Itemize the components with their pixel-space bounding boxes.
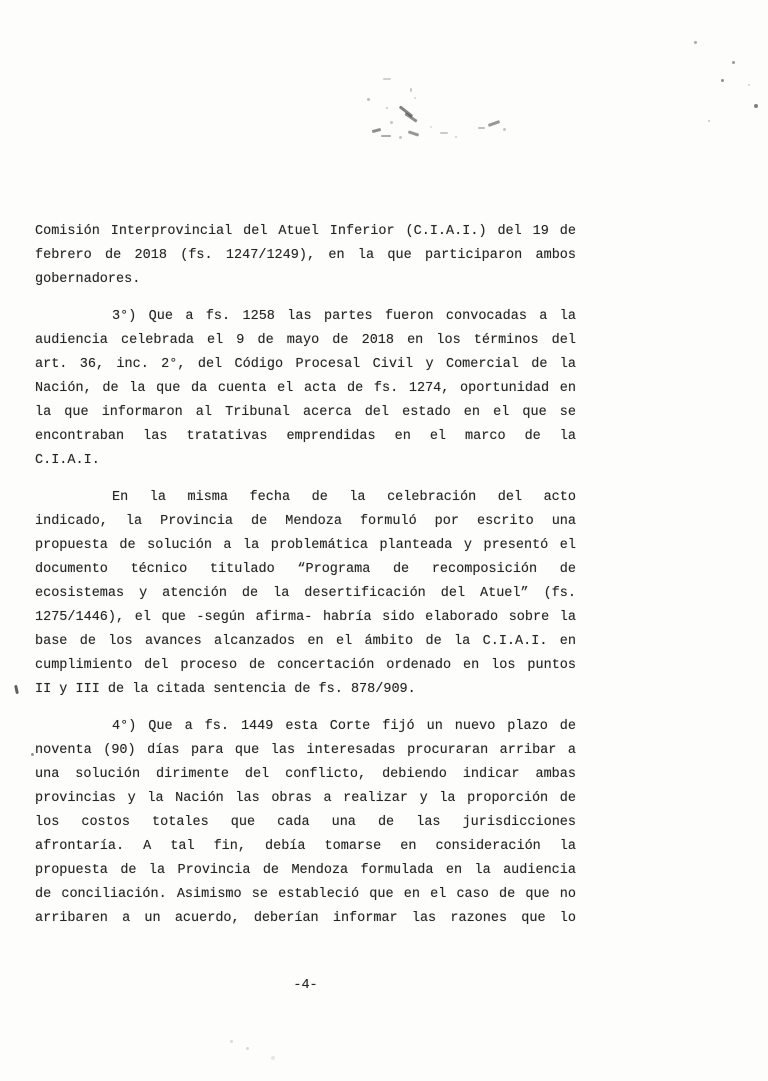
text-line: propuesta de solución a la problemática planteada y presentó el — [35, 538, 576, 553]
stray-dot — [31, 753, 34, 756]
text-line: art. 36, inc. 2°, del Código Procesal Civil y Comercial de la — [35, 357, 576, 372]
text-line: los costos totales que cada una de las jurisdicciones — [35, 815, 576, 830]
text-line: la que informaron al Tribunal acerca del estado en el que se — [35, 405, 576, 420]
text-line: gobernadores. — [35, 272, 141, 287]
text-line: C.I.A.I. — [35, 453, 100, 468]
text-line: 1275/1446), el que -según afirma- habría sido elaborado sobre la — [35, 610, 576, 625]
paragraph-considerando-3 — [35, 305, 576, 473]
text-line: ecosistemas y atención de la desertificación del Atuel” (fs. — [35, 586, 576, 601]
text-line: afrontaría. A tal fin, debía tomarse en consideración la — [35, 839, 576, 854]
text-line: cumplimiento del proceso de concertación ordenado en los puntos — [35, 658, 576, 673]
text-line: propuesta de la Provincia de Mendoza formulada en la audiencia — [35, 863, 576, 878]
text-line: base de los avances alcanzados en el ámbito de la C.I.A.I. en — [35, 634, 576, 649]
text-line: indicado, la Provincia de Mendoza formuló por escrito una — [35, 514, 576, 529]
text-line: provincias y la Nación las obras a realizar y la proporción de — [35, 791, 576, 806]
text-line: febrero de 2018 (fs. 1247/1249), en la que participaron ambos — [35, 248, 576, 263]
text-line: 4°) Que a fs. 1449 esta Corte fijó un nuevo plazo de — [112, 719, 576, 734]
paragraph-intro — [35, 220, 576, 292]
text-line: documento técnico titulado “Programa de recomposición de — [35, 562, 576, 577]
text-line: audiencia celebrada el 9 de mayo de 2018 en los términos del — [35, 333, 576, 348]
paragraph-considerando-4 — [35, 715, 576, 931]
text-line: arribaren a un acuerdo, deberían informar las razones que lo — [35, 911, 576, 926]
document-body — [35, 220, 576, 944]
paragraph-propuesta-mendoza — [35, 486, 576, 702]
text-line: En la misma fecha de la celebración del acto — [112, 490, 576, 505]
text-line: 3°) Que a fs. 1258 las partes fueron convocadas a la — [112, 309, 576, 324]
text-line: Comisión Interprovincial del Atuel Inferior (C.I.A.I.) del 19 de — [35, 224, 576, 239]
text-line: una solución dirimente del conflicto, debiendo indicar ambas — [35, 767, 576, 782]
text-line: noventa (90) días para que las interesadas procuraran arribar a — [35, 743, 576, 758]
text-line: de conciliación. Asimismo se estableció que en el caso de que no — [35, 887, 576, 902]
page-number: -4- — [293, 978, 318, 993]
text-line: Nación, de la que da cuenta el acta de fs. 1274, oportunidad en — [35, 381, 576, 396]
text-line: II y III de la citada sentencia de fs. 878/909. — [35, 682, 416, 697]
margin-tick — [14, 685, 19, 694]
text-line: encontraban las tratativas emprendidas en el marco de la — [35, 429, 576, 444]
